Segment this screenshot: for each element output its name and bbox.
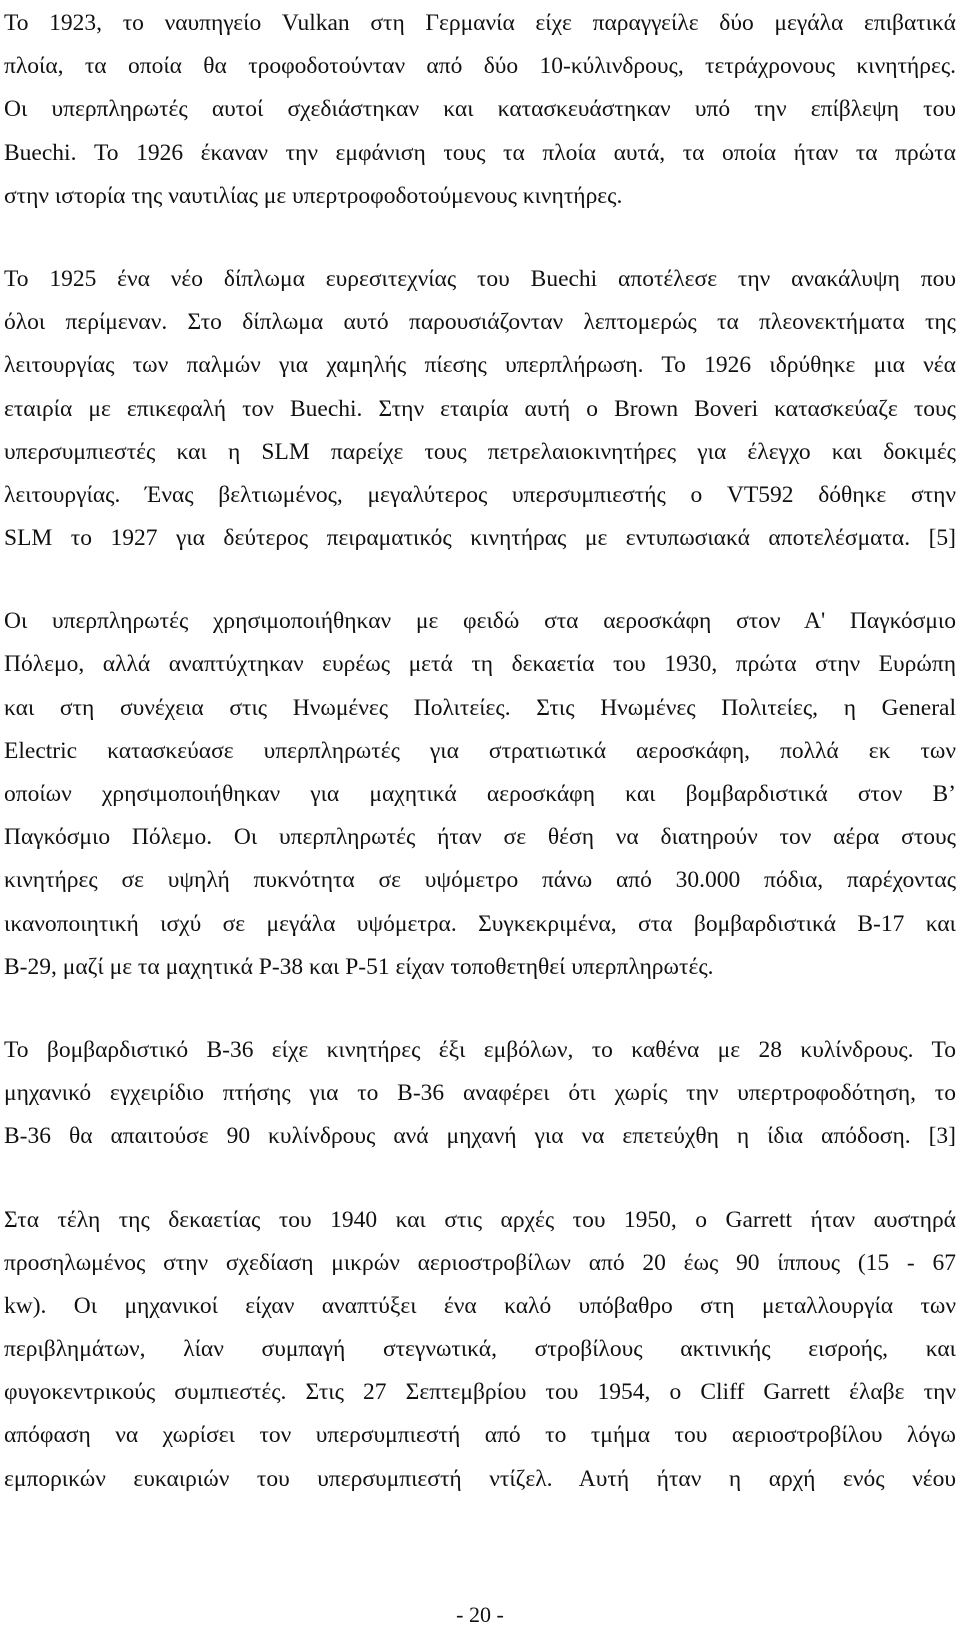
text-line: εμπορικών ευκαιριών του υπερσυμπιεστή ντίζελ. Αυτή ήταν η αρχή ενός νέου [4,1465,956,1492]
paragraph-1 [4,2,956,218]
text-line: κινητήρες σε υψηλή πυκνότητα σε υψόμετρο πάνω από 30.000 πόδια, παρέχοντας [4,867,956,894]
paragraph-gap [4,560,956,600]
text-line: Πόλεμο, αλλά αναπτύχτηκαν ευρέως μετά τη δεκαετία του 1930, πρώτα στην Ευρώπη [4,651,956,678]
text-line: εταιρία με επικεφαλή τον Buechi. Στην εταιρία αυτή ο Brown Boveri κατασκεύαζε τους [4,395,956,422]
text-line: Οι υπερπληρωτές αυτοί σχεδιάστηκαν και κατασκευάστηκαν υπό την επίβλεψη του [4,96,956,123]
text-line: Electric κατασκεύασε υπερπληρωτές για στρατιωτικά αεροσκάφη, πολλά εκ των [4,737,956,764]
text-line: πλοία, τα οποία θα τροφοδοτούνταν από δύο 10-κύλινδρους, τετράχρονους κινητήρες. [4,53,956,80]
paragraph-gap [4,1159,956,1199]
text-line: B-36 θα απαιτούσε 90 κυλίνδρους ανά μηχανή για να επετεύχθη η ίδια απόδοση. [3] [4,1123,956,1150]
paragraph-gap [4,218,956,258]
document-body [4,2,956,1501]
paragraph-5 [4,1199,956,1501]
page-number: - 20 - [456,1602,504,1627]
text-line: ικανοποιητική ισχύ σε μεγάλα υψόμετρα. Συγκεκριμένα, στα βομβαρδιστικά B-17 και [4,910,956,937]
text-line: Το 1923, το ναυπηγείο Vulkan στη Γερμανία είχε παραγγείλε δύο μεγάλα επιβατικά [4,10,956,36]
text-line: υπερσυμπιεστές και η SLM παρείχε τους πετρελαιοκινητήρες για έλεγχο και δοκιμές [4,438,956,465]
paragraph-4 [4,1029,956,1159]
paragraph-3 [4,600,956,989]
text-line: Στα τέλη της δεκαετίας του 1940 και στις αρχές του 1950, ο Garrett ήταν αυστηρά [4,1206,956,1233]
text-line: στην ιστορία της ναυτιλίας με υπερτροφοδοτούμενους κινητήρες. [4,182,623,209]
text-line: όλοι περίμεναν. Στο δίπλωμα αυτό παρουσιάζονταν λεπτομερώς τα πλεονεκτήματα της [4,309,956,336]
text-line: περιβλημάτων, λίαν συμπαγή στεγνωτικά, στροβίλους ακτινικής εισροής, και [4,1336,956,1363]
text-line: kw). Οι μηχανικοί είχαν αναπτύξει ένα καλό υπόβαθρο στη μεταλλουργία των [4,1292,956,1319]
text-line: προσηλωμένος στην σχεδίαση μικρών αεριοστροβίλων από 20 έως 90 ίππους (15 - 67 [4,1249,956,1276]
text-line: και στη συνέχεια στις Ηνωμένες Πολιτείες. Στις Ηνωμένες Πολιτείες, η General [4,694,956,721]
text-line: απόφαση να χωρίσει τον υπερσυμπιεστή από το τμήμα του αεριοστροβίλου λόγω [4,1422,956,1449]
paragraph-2 [4,258,956,560]
text-line: φυγοκεντρικούς συμπιεστές. Στις 27 Σεπτεμβρίου του 1954, ο Cliff Garrett έλαβε την [4,1379,956,1406]
text-line: Το 1925 ένα νέο δίπλωμα ευρεσιτεχνίας του Buechi αποτέλεσε την ανακάλυψη που [4,265,956,292]
text-line: Παγκόσμιο Πόλεμο. Οι υπερπληρωτές ήταν σε θέση να διατηρούν τον αέρα στους [4,824,956,851]
text-line: μηχανικό εγχειρίδιο πτήσης για το B-36 αναφέρει ότι χωρίς την υπερτροφοδότηση, το [4,1080,956,1107]
text-line: λειτουργίας. Ένας βελτιωμένος, μεγαλύτερος υπερσυμπιεστής ο VT592 δόθηκε στην [4,481,956,508]
text-line: SLM το 1927 για δεύτερος πειραματικός κινητήρας με εντυπωσιακά αποτελέσματα. [5] [4,525,956,552]
text-line: Buechi. Το 1926 έκαναν την εμφάνιση τους τα πλοία αυτά, τα οποία ήταν τα πρώτα [4,139,956,166]
text-line: Οι υπερπληρωτές χρησιμοποιήθηκαν με φειδώ στα αεροσκάφη στον Α' Παγκόσμιο [4,608,956,635]
text-line: Το βομβαρδιστικό B-36 είχε κινητήρες έξι εμβόλων, το καθένα με 28 κυλίνδρους. Το [4,1036,956,1063]
text-line: οποίων χρησιμοποιήθηκαν για μαχητικά αεροσκάφη και βομβαρδιστικά στον Β’ [4,781,956,807]
text-line: λειτουργίας των παλμών για χαμηλής πίεσης υπερπλήρωση. Το 1926 ιδρύθηκε μια νέα [4,352,956,379]
paragraph-gap [4,989,956,1029]
text-line: B-29, μαζί με τα μαχητικά P-38 και P-51 είχαν τοποθετηθεί υπερπληρωτές. [4,953,714,980]
